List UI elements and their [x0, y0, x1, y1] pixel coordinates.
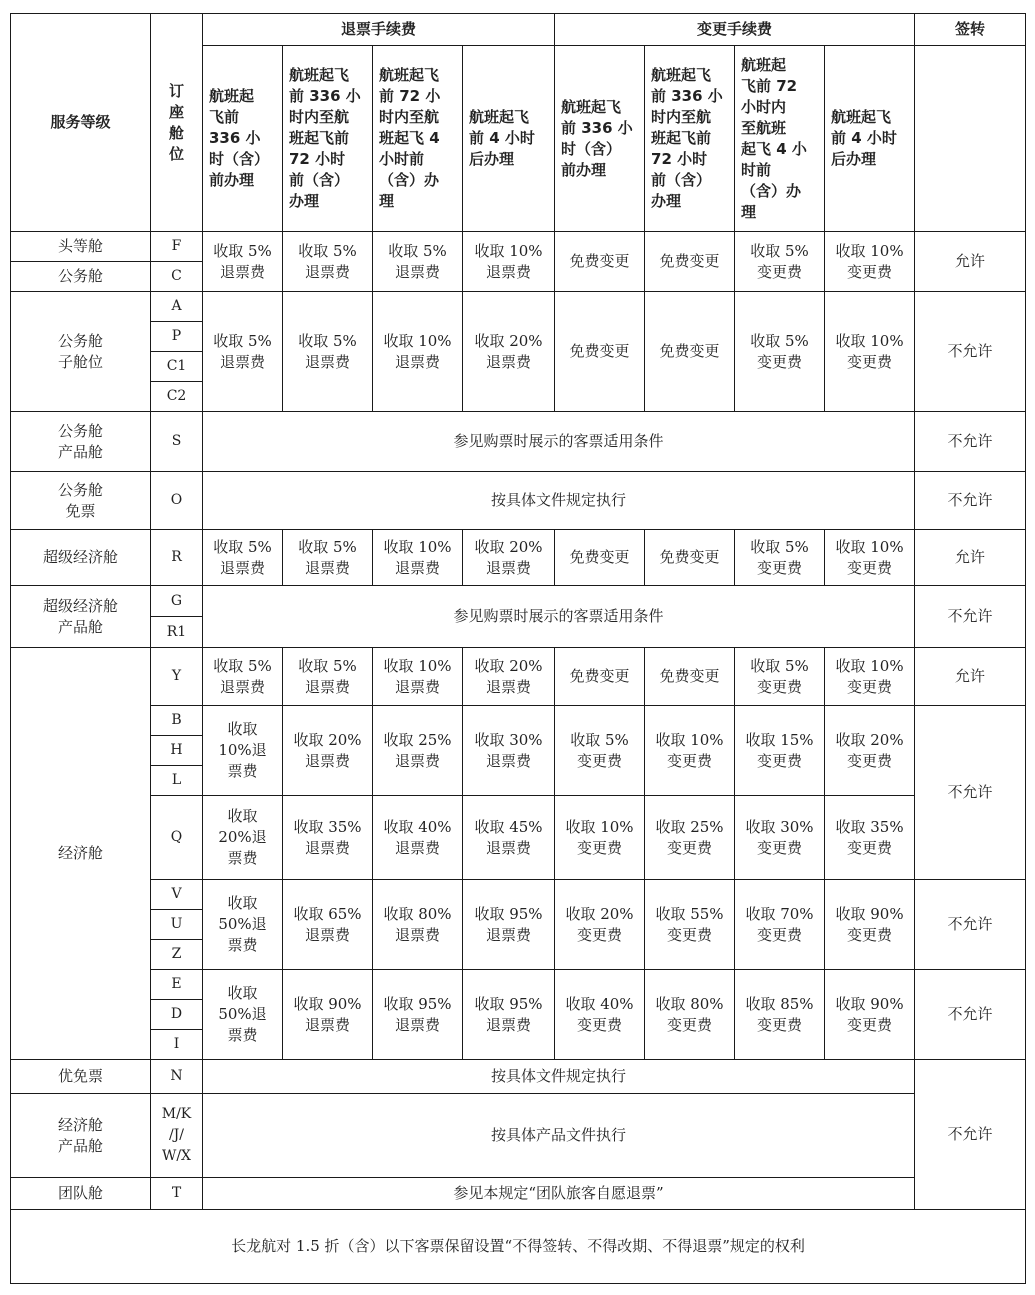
fee-cell: 免费变更 [555, 530, 645, 586]
fee-cell: 收取 30% 退票费 [463, 706, 555, 796]
level-cell: 经济舱 产品舱 [11, 1094, 151, 1178]
fee-cell: 收取 25% 变更费 [645, 796, 735, 880]
level-cell: 公务舱 子舱位 [11, 292, 151, 412]
row-business-sub-a [11, 292, 1026, 322]
cabin-cell: S [151, 412, 203, 472]
period-header: 航班起飞 前 336 小 时内至航 班起飞前 72 小时 前（含） 办理 [645, 46, 735, 232]
fee-cell: 收取 20% 退票费 [463, 648, 555, 706]
merged-rule-cell: 参见购票时展示的客票适用条件 [203, 586, 915, 648]
fee-cell: 收取 10% 退票费 [463, 232, 555, 292]
row-economy-v [11, 880, 1026, 910]
row-economy-e [11, 970, 1026, 1000]
fee-cell: 收取 20% 退票费 [463, 292, 555, 412]
row-business-free [11, 472, 1026, 530]
endorse-cell: 不允许 [915, 292, 1026, 412]
fee-cell: 收取 5% 退票费 [283, 292, 373, 412]
fee-cell: 免费变更 [555, 292, 645, 412]
fee-cell: 收取 10% 退票费 [373, 292, 463, 412]
endorse-cell: 不允许 [915, 586, 1026, 648]
period-header: 航班起飞 前 336 小 时（含） 前办理 [555, 46, 645, 232]
row-footer-note [11, 1210, 1026, 1284]
fee-cell: 收取 10%退 票费 [203, 706, 283, 796]
fee-cell: 收取 20% 变更费 [825, 706, 915, 796]
fee-cell: 免费变更 [645, 232, 735, 292]
fee-cell: 收取 35% 变更费 [825, 796, 915, 880]
cabin-cell: P [151, 322, 203, 352]
fee-cell: 收取 90% 变更费 [825, 880, 915, 970]
fee-cell: 收取 5% 变更费 [735, 530, 825, 586]
fee-cell: 收取 40% 退票费 [373, 796, 463, 880]
endorse-cell: 不允许 [915, 706, 1026, 880]
cabin-cell: T [151, 1178, 203, 1210]
level-cell: 公务舱 [11, 262, 151, 292]
fee-cell: 收取 65% 退票费 [283, 880, 373, 970]
fee-cell: 收取 20% 退票费 [463, 530, 555, 586]
level-cell: 超级经济舱 产品舱 [11, 586, 151, 648]
fee-cell: 收取 90% 退票费 [283, 970, 373, 1060]
cabin-cell: C [151, 262, 203, 292]
cabin-cell: R1 [151, 617, 203, 648]
fee-cell: 收取 5% 变更费 [555, 706, 645, 796]
row-super-economy [11, 530, 1026, 586]
fee-cell: 收取 5% 退票费 [373, 232, 463, 292]
fee-cell: 收取 50%退 票费 [203, 880, 283, 970]
fee-cell: 收取 25% 退票费 [373, 706, 463, 796]
fee-cell: 收取 90% 变更费 [825, 970, 915, 1060]
fee-cell: 收取 30% 变更费 [735, 796, 825, 880]
period-header: 航班起飞 前 4 小时 后办理 [463, 46, 555, 232]
row-economy-product [11, 1094, 1026, 1178]
fee-cell: 收取 5% 变更费 [735, 292, 825, 412]
merged-rule-cell: 按具体文件规定执行 [203, 1060, 915, 1094]
cabin-cell: D [151, 1000, 203, 1030]
row-economy-y [11, 648, 1026, 706]
cabin-cell: Z [151, 940, 203, 970]
fee-cell: 收取 45% 退票费 [463, 796, 555, 880]
cabin-cell: C1 [151, 352, 203, 382]
level-cell: 经济舱 [11, 648, 151, 1060]
level-cell: 公务舱 产品舱 [11, 412, 151, 472]
row-first-class [11, 232, 1026, 262]
row-group [11, 1178, 1026, 1210]
fee-cell: 收取 10% 退票费 [373, 648, 463, 706]
merged-rule-cell: 参见本规定“团队旅客自愿退票” [203, 1178, 915, 1210]
fee-cell: 免费变更 [645, 648, 735, 706]
refund-change-fee-table [10, 13, 1026, 1284]
level-cell: 团队舱 [11, 1178, 151, 1210]
endorse-cell: 不允许 [915, 880, 1026, 970]
fee-cell: 免费变更 [645, 292, 735, 412]
fee-cell: 收取 5% 退票费 [283, 530, 373, 586]
fee-cell: 收取 20%退 票费 [203, 796, 283, 880]
fee-cell: 收取 10% 变更费 [825, 530, 915, 586]
fee-cell: 收取 95% 退票费 [463, 970, 555, 1060]
merged-rule-cell: 参见购票时展示的客票适用条件 [203, 412, 915, 472]
cabin-cell: M/K /J/ W/X [151, 1094, 203, 1178]
endorse-cell: 不允许 [915, 412, 1026, 472]
fee-cell: 收取 80% 变更费 [645, 970, 735, 1060]
cabin-cell: A [151, 292, 203, 322]
fee-cell: 收取 5% 退票费 [283, 648, 373, 706]
fee-cell: 收取 20% 变更费 [555, 880, 645, 970]
merged-rule-cell: 按具体文件规定执行 [203, 472, 915, 530]
cabin-cell: H [151, 736, 203, 766]
endorse-header: 签转 [915, 14, 1026, 46]
level-cell: 头等舱 [11, 232, 151, 262]
header-row-1 [11, 14, 1026, 46]
service-level-header: 服务等级 [11, 14, 151, 232]
endorse-cell: 不允许 [915, 1060, 1026, 1210]
fee-cell: 免费变更 [555, 232, 645, 292]
period-header: 航班起飞 前 72 小 时内至航 班起飞 4 小时前 （含）办 理 [373, 46, 463, 232]
fee-cell: 收取 5% 退票费 [283, 232, 373, 292]
fee-cell: 收取 10% 变更费 [645, 706, 735, 796]
cabin-cell: E [151, 970, 203, 1000]
fee-cell: 收取 10% 退票费 [373, 530, 463, 586]
cabin-cell: U [151, 910, 203, 940]
fee-cell: 收取 80% 退票费 [373, 880, 463, 970]
fee-cell: 收取 35% 退票费 [283, 796, 373, 880]
cabin-cell: Y [151, 648, 203, 706]
cabin-cell: L [151, 766, 203, 796]
cabin-cell: Q [151, 796, 203, 880]
fee-cell: 收取 10% 变更费 [825, 648, 915, 706]
fee-cell: 收取 10% 变更费 [555, 796, 645, 880]
endorse-cell: 允许 [915, 232, 1026, 292]
fee-cell: 收取 5% 退票费 [203, 292, 283, 412]
row-discount [11, 1060, 1026, 1094]
fee-cell: 收取 5% 变更费 [735, 648, 825, 706]
fee-cell: 收取 95% 退票费 [463, 880, 555, 970]
cabin-cell: B [151, 706, 203, 736]
cabin-cell: V [151, 880, 203, 910]
fee-cell: 收取 10% 变更费 [825, 292, 915, 412]
cabin-cell: O [151, 472, 203, 530]
merged-rule-cell: 按具体产品文件执行 [203, 1094, 915, 1178]
cabin-cell: G [151, 586, 203, 617]
row-economy-b [11, 706, 1026, 736]
booking-class-header: 订 座 舱 位 [151, 14, 203, 232]
level-cell: 公务舱 免票 [11, 472, 151, 530]
endorse-cell: 不允许 [915, 472, 1026, 530]
cabin-cell: F [151, 232, 203, 262]
period-header: 航班起 飞前 336 小 时（含） 前办理 [203, 46, 283, 232]
fee-cell: 收取 70% 变更费 [735, 880, 825, 970]
refund-fee-header: 退票手续费 [203, 14, 555, 46]
footer-note: 长龙航对 1.5 折（含）以下客票保留设置“不得签转、不得改期、不得退票”规定的权利 [11, 1210, 1026, 1284]
level-cell: 超级经济舱 [11, 530, 151, 586]
cabin-cell: C2 [151, 382, 203, 412]
endorse-cell: 允许 [915, 530, 1026, 586]
fee-cell: 收取 50%退 票费 [203, 970, 283, 1060]
fee-cell: 收取 55% 变更费 [645, 880, 735, 970]
period-header: 航班起 飞前 72 小时内 至航班 起飞 4 小 时前 （含）办 理 [735, 46, 825, 232]
fee-cell: 收取 85% 变更费 [735, 970, 825, 1060]
change-fee-header: 变更手续费 [555, 14, 915, 46]
fee-cell: 收取 20% 退票费 [283, 706, 373, 796]
fee-cell: 收取 5% 退票费 [203, 648, 283, 706]
level-cell: 优免票 [11, 1060, 151, 1094]
fee-cell: 免费变更 [555, 648, 645, 706]
period-header: 航班起飞 前 336 小 时内至航 班起飞前 72 小时 前（含） 办理 [283, 46, 373, 232]
fee-cell: 收取 95% 退票费 [373, 970, 463, 1060]
endorse-header-spacer [915, 46, 1026, 232]
fee-cell: 免费变更 [645, 530, 735, 586]
fee-cell: 收取 5% 变更费 [735, 232, 825, 292]
endorse-cell: 允许 [915, 648, 1026, 706]
fee-cell: 收取 5% 退票费 [203, 530, 283, 586]
row-economy-q [11, 796, 1026, 880]
cabin-cell: R [151, 530, 203, 586]
period-header: 航班起飞 前 4 小时 后办理 [825, 46, 915, 232]
endorse-cell: 不允许 [915, 970, 1026, 1060]
fee-cell: 收取 5% 退票费 [203, 232, 283, 292]
fee-cell: 收取 10% 变更费 [825, 232, 915, 292]
cabin-cell: N [151, 1060, 203, 1094]
row-business-product [11, 412, 1026, 472]
cabin-cell: I [151, 1030, 203, 1060]
row-super-economy-product-g [11, 586, 1026, 617]
fee-cell: 收取 15% 变更费 [735, 706, 825, 796]
fee-cell: 收取 40% 变更费 [555, 970, 645, 1060]
